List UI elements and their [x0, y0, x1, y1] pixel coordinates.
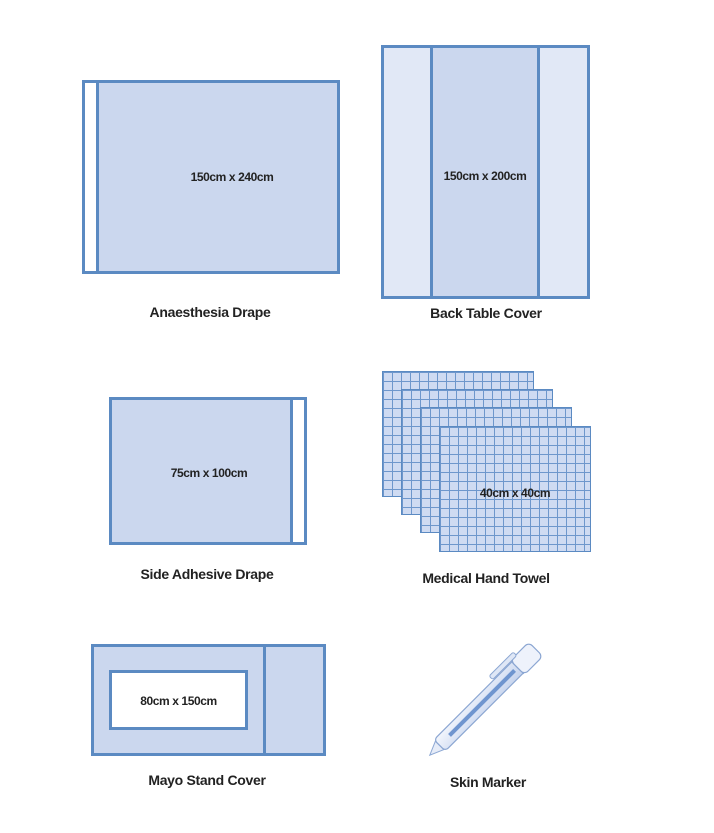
back-table-cover [381, 45, 590, 299]
back-table-cover-right-flap [537, 48, 587, 296]
skin-marker-stripe [448, 669, 516, 737]
mayo-stand-cover-caption: Mayo Stand Cover [148, 772, 266, 788]
back-table-cover-size: 150cm x 200cm [443, 169, 527, 183]
side-adhesive-drape-size: 75cm x 100cm [170, 466, 248, 480]
anaesthesia-drape [82, 80, 340, 274]
side-adhesive-drape [109, 397, 307, 545]
anaesthesia-drape-size: 150cm x 240cm [190, 170, 274, 184]
mayo-stand-cover-divider [263, 647, 266, 753]
hand-towel-size: 40cm x 40cm [479, 486, 551, 500]
side-adhesive-drape-caption: Side Adhesive Drape [140, 566, 274, 582]
back-table-cover-left-flap [384, 48, 433, 296]
hand-towel-caption: Medical Hand Towel [422, 570, 550, 586]
anaesthesia-drape-adhesive-strip [85, 83, 99, 271]
skin-marker-caption: Skin Marker [449, 774, 527, 790]
mayo-stand-cover-size: 80cm x 150cm [140, 694, 217, 708]
anaesthesia-drape-caption: Anaesthesia Drape [149, 304, 271, 320]
mayo-stand-cover [91, 644, 326, 756]
skin-marker-pen [412, 628, 562, 768]
side-adhesive-drape-adhesive-strip [290, 400, 304, 542]
back-table-cover-caption: Back Table Cover [430, 305, 542, 321]
